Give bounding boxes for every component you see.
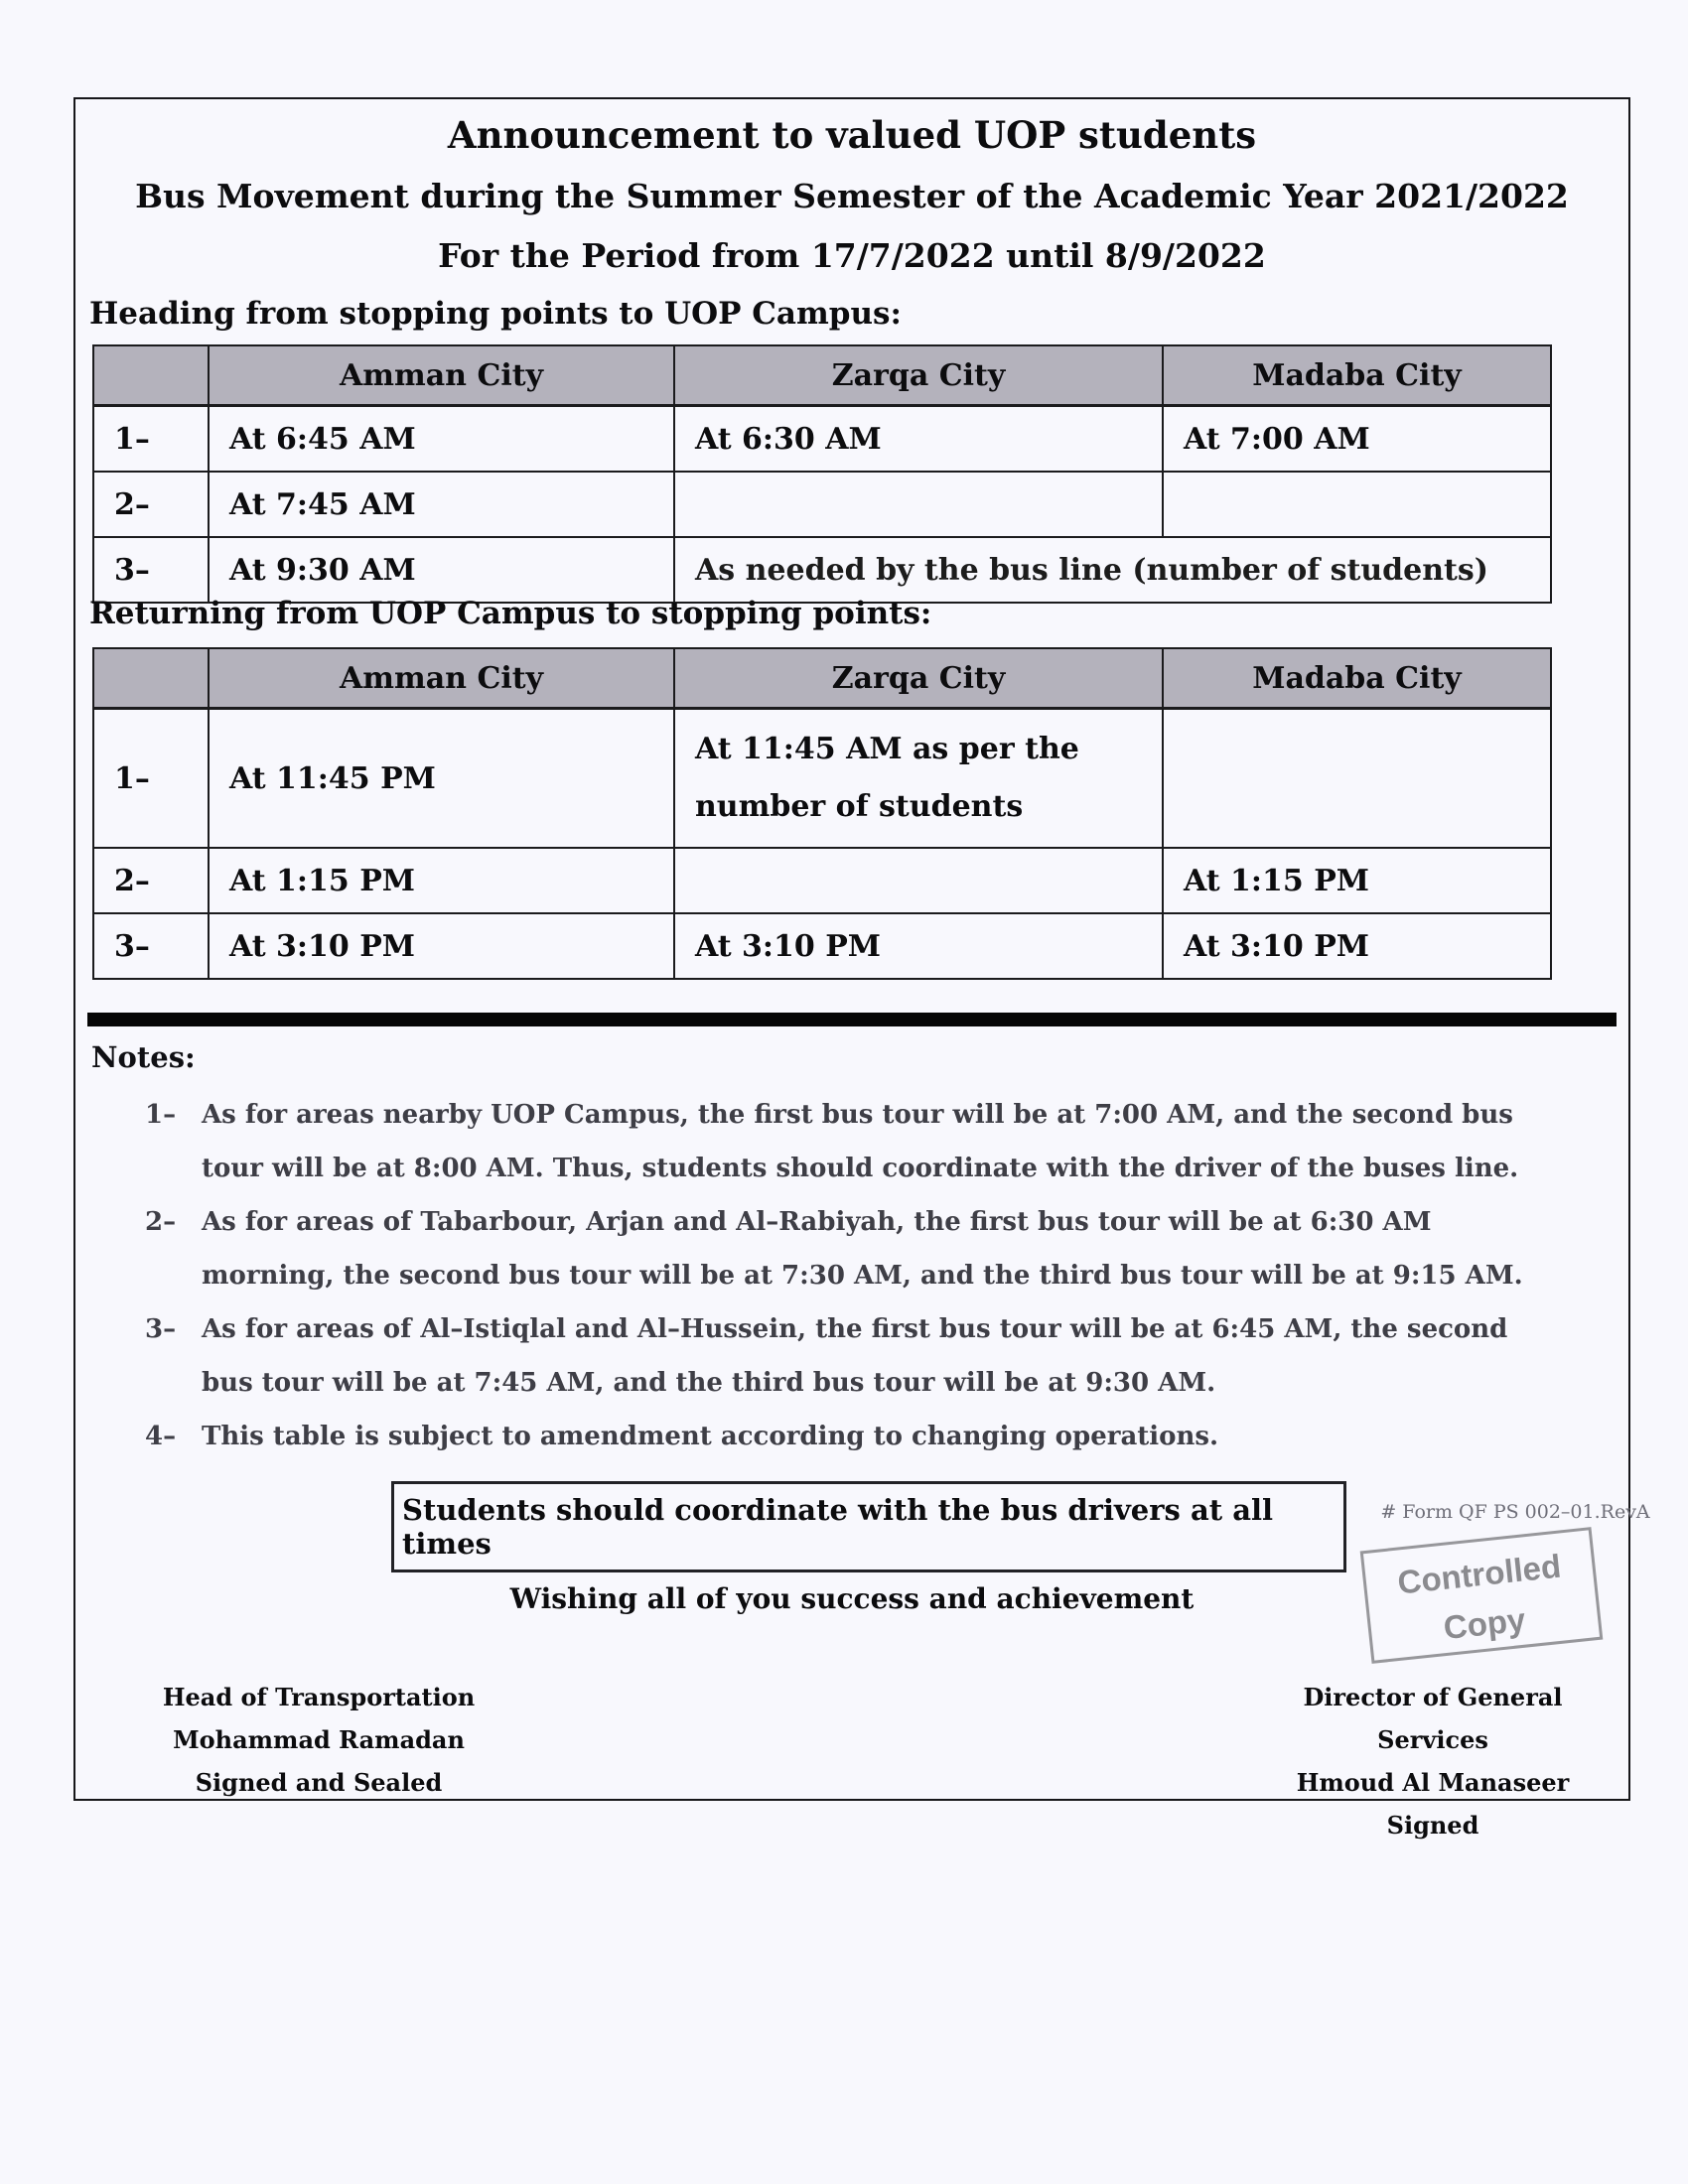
time-cell-amman: At 9:30 AM bbox=[209, 537, 674, 603]
header-cell-zarqa: Zarqa City bbox=[674, 345, 1163, 406]
time-cell-amman: At 11:45 PM bbox=[209, 709, 674, 849]
row-number-cell: 3– bbox=[93, 913, 209, 979]
returning-schedule-table bbox=[92, 647, 1552, 980]
note-number: 4– bbox=[145, 1422, 177, 1451]
signer-status: Signed bbox=[1386, 1811, 1479, 1840]
row-number-cell: 1– bbox=[93, 406, 209, 473]
signer-name: Hmoud Al Manaseer bbox=[1296, 1768, 1570, 1797]
callout-box: Students should coordinate with the bus drivers at all times bbox=[391, 1481, 1346, 1572]
note-item bbox=[145, 1410, 1547, 1463]
row-number-cell: 1– bbox=[93, 709, 209, 849]
table-row bbox=[93, 848, 1551, 913]
header-cell-empty bbox=[93, 648, 209, 709]
header-cell-amman: Amman City bbox=[209, 345, 674, 406]
page-subtitle: Bus Movement during the Summer Semester of the Academic Year 2021/2022 bbox=[135, 177, 1569, 215]
note-number: 2– bbox=[145, 1207, 177, 1237]
row-number-cell: 2– bbox=[93, 848, 209, 913]
note-text: As for areas of Al–Istiqlal and Al–Hussein, the first bus tour will be at 6:45 AM, the second bus tour will be at 7:45 AM, and the third bus tour will be at 9:30 AM. bbox=[202, 1314, 1508, 1398]
note-item bbox=[145, 1088, 1547, 1195]
announcement-document bbox=[73, 97, 1650, 1840]
closing-line: Wishing all of you success and achievement bbox=[509, 1582, 1195, 1615]
time-cell-zarqa bbox=[674, 848, 1163, 913]
note-text: This table is subject to amendment according to changing operations. bbox=[202, 1422, 1219, 1451]
header-cell-madaba: Madaba City bbox=[1163, 648, 1551, 709]
note-item bbox=[145, 1302, 1547, 1410]
page-title: Announcement to valued UOP students bbox=[447, 113, 1257, 157]
time-cell-zarqa bbox=[674, 472, 1163, 537]
table-row bbox=[93, 913, 1551, 979]
time-cell-madaba bbox=[1163, 709, 1551, 849]
note-item bbox=[145, 1195, 1547, 1302]
header-cell-empty bbox=[93, 345, 209, 406]
table-row bbox=[93, 472, 1551, 537]
period-line: For the Period from 17/7/2022 until 8/9/2022 bbox=[438, 236, 1266, 275]
time-cell-amman: At 6:45 AM bbox=[209, 406, 674, 473]
table-header-row bbox=[93, 648, 1551, 709]
time-cell-amman: At 3:10 PM bbox=[209, 913, 674, 979]
section-divider-bar bbox=[87, 1013, 1617, 1026]
time-cell-zarqa: At 11:45 AM as per the number of students bbox=[674, 709, 1163, 849]
note-number: 1– bbox=[145, 1100, 177, 1130]
notes-list bbox=[145, 1088, 1547, 1463]
header-cell-amman: Amman City bbox=[209, 648, 674, 709]
time-cell-madaba: At 1:15 PM bbox=[1163, 848, 1551, 913]
stamp-line-1: Controlled bbox=[1395, 1547, 1563, 1601]
signer-name: Mohammad Ramadan bbox=[173, 1725, 465, 1754]
table-row bbox=[93, 709, 1551, 849]
time-cell-amman: At 7:45 AM bbox=[209, 472, 674, 537]
header-cell-madaba: Madaba City bbox=[1163, 345, 1551, 406]
signature-block-right bbox=[1245, 1676, 1620, 1846]
time-cell-madaba: At 3:10 PM bbox=[1163, 913, 1551, 979]
note-number: 3– bbox=[145, 1314, 177, 1344]
time-cell-madaba bbox=[1163, 472, 1551, 537]
table-row bbox=[93, 537, 1551, 603]
time-cell-madaba: At 7:00 AM bbox=[1163, 406, 1551, 473]
signer-status: Signed and Sealed bbox=[195, 1768, 443, 1797]
heading-returning: Returning from UOP Campus to stopping points: bbox=[89, 596, 932, 631]
note-text: As for areas nearby UOP Campus, the first bus tour will be at 7:00 AM, and the second bus tour will be at 8:00 AM. Thus, students should coordinate with the driver of the buses line. bbox=[202, 1100, 1519, 1183]
row-number-cell: 2– bbox=[93, 472, 209, 537]
header-cell-zarqa: Zarqa City bbox=[674, 648, 1163, 709]
time-cell-amman: At 1:15 PM bbox=[209, 848, 674, 913]
heading-to-campus: Heading from stopping points to UOP Campus: bbox=[89, 296, 902, 332]
signer-title: Head of Transportation bbox=[162, 1683, 476, 1711]
row-number-cell: 3– bbox=[93, 537, 209, 603]
form-reference: # Form QF PS 002–01.RevA bbox=[1380, 1501, 1650, 1523]
notes-label: Notes: bbox=[91, 1040, 196, 1074]
stamp-line-2: Copy bbox=[1442, 1600, 1527, 1647]
time-cell-zarqa: At 6:30 AM bbox=[674, 406, 1163, 473]
time-cell-zarqa: At 3:10 PM bbox=[674, 913, 1163, 979]
heading-schedule-table bbox=[92, 344, 1552, 604]
note-text: As for areas of Tabarbour, Arjan and Al–Rabiyah, the first bus tour will be at 6:30 AM morning, the second bus tour will be at 7:30 AM, and the third bus tour will be at 9:15 AM. bbox=[202, 1207, 1523, 1291]
table-row bbox=[93, 406, 1551, 473]
signature-block-left bbox=[131, 1676, 506, 1804]
merged-note-cell: As needed by the bus line (number of students) bbox=[674, 537, 1551, 603]
signer-title: Director of General Services bbox=[1303, 1683, 1563, 1754]
table-header-row bbox=[93, 345, 1551, 406]
